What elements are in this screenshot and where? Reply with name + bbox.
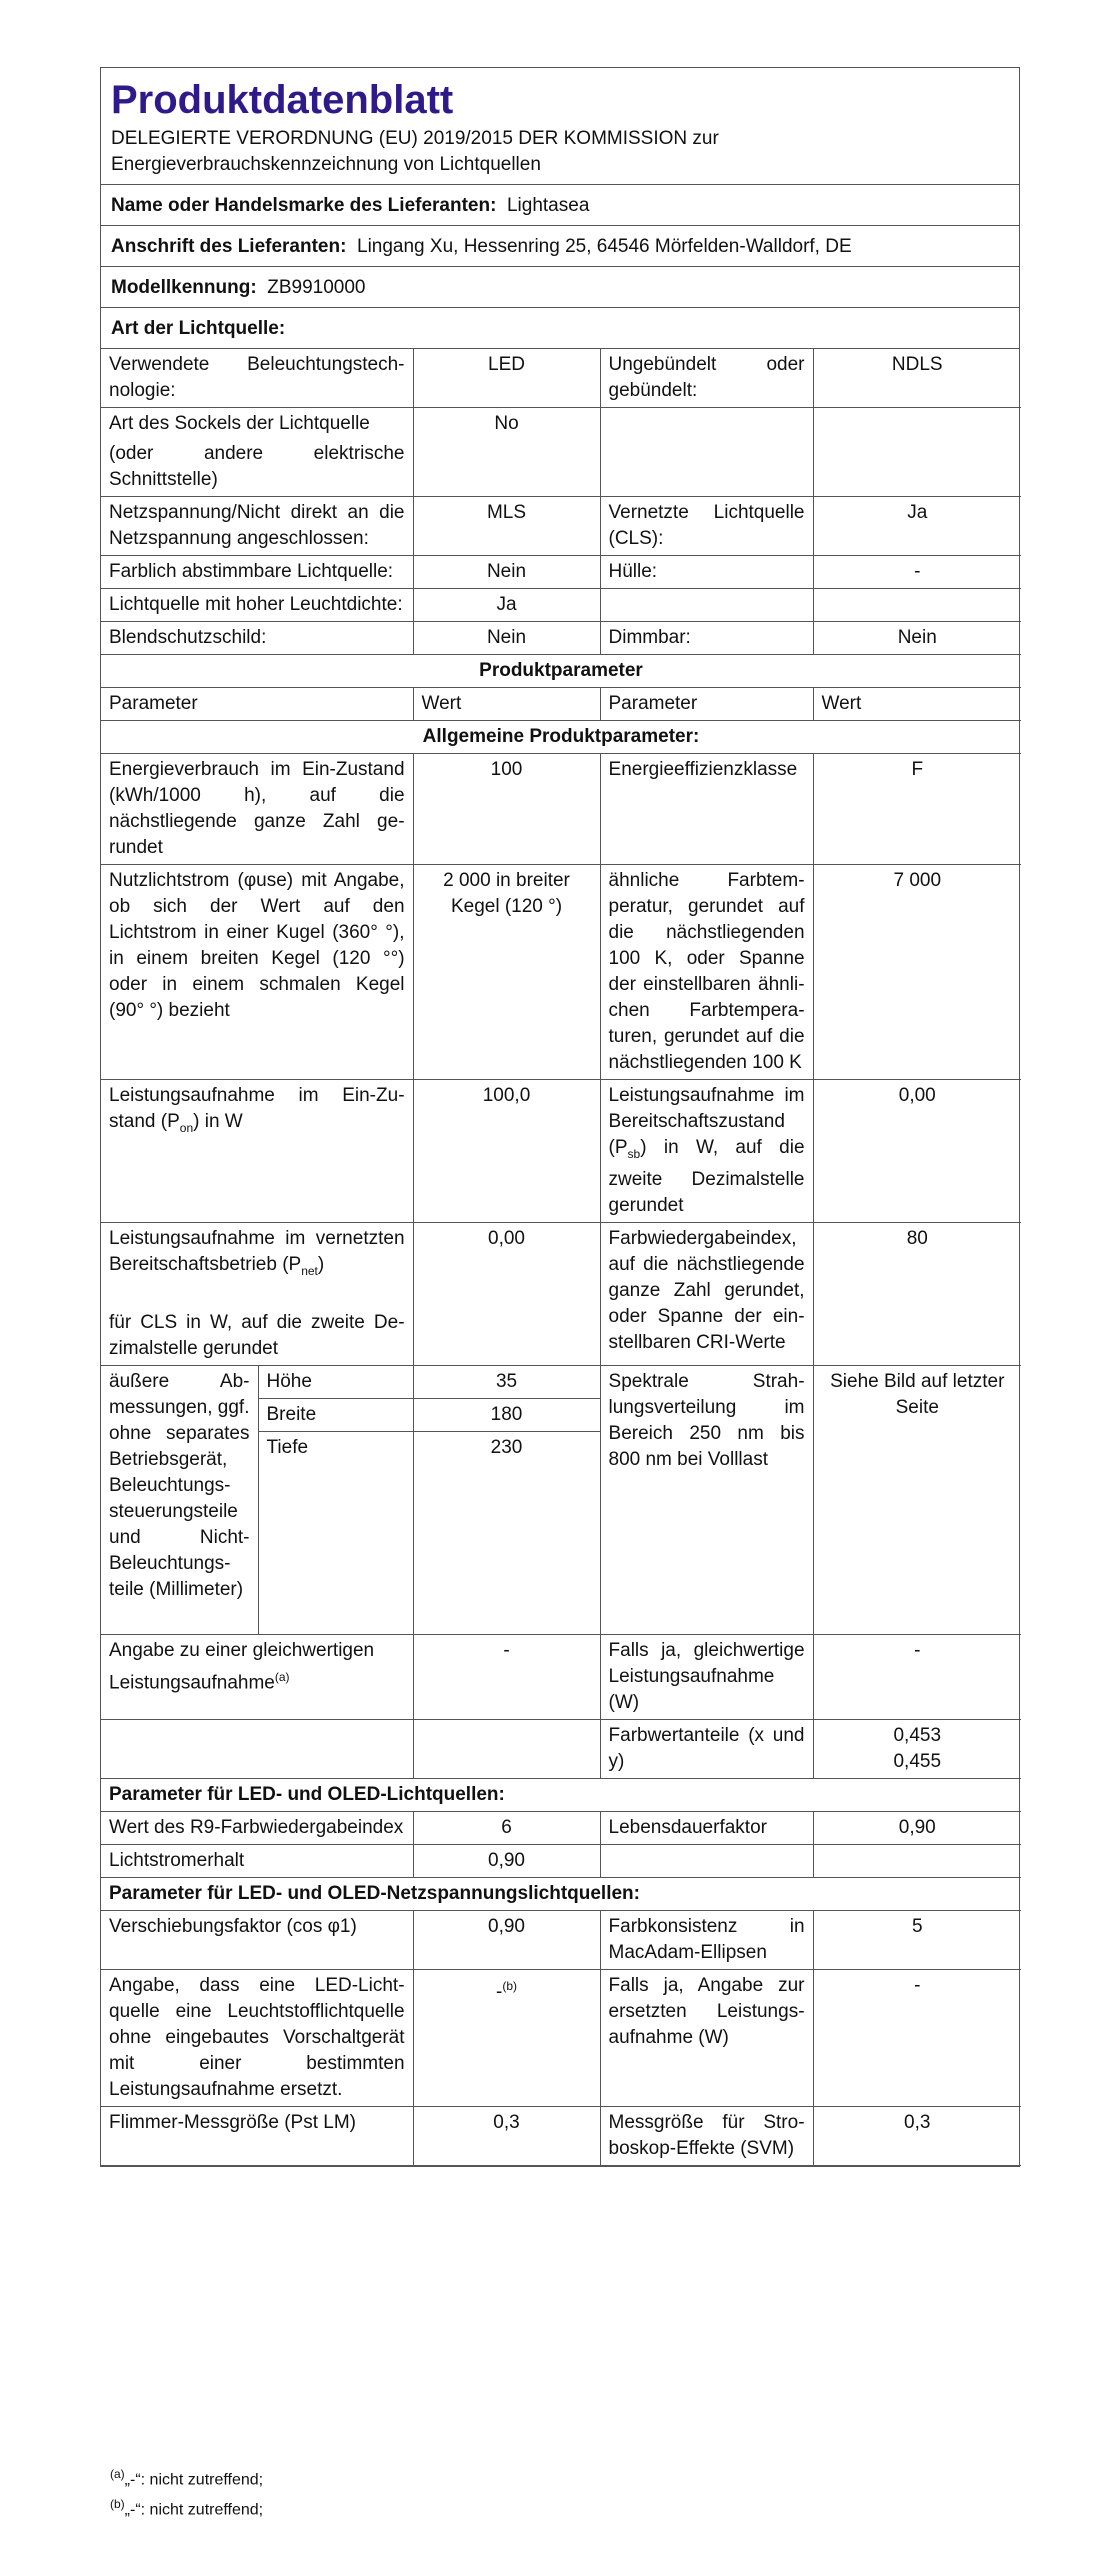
cls-value: Ja <box>813 497 1021 556</box>
on-mode-power-label: Leistungsaufnahme im Ein-Zustand $(P_{on})$ in W <box>101 1080 413 1223</box>
spectral-distribution-value: Siehe Bild auf letzter Seite <box>813 1365 1021 1634</box>
product-data-sheet <box>100 67 1020 2167</box>
envelope-label: Hülle: <box>600 556 813 589</box>
directional-label: Ungebündelt oder gebündelt: <box>600 349 813 408</box>
stroboscopic-metric-label: Messgröße für Stroboskop-Effekte (SVM) <box>600 2106 813 2165</box>
on-mode-power-value: 100,0 <box>413 1080 600 1223</box>
footnote-a: $^{(a)}$„-“: nicht zutreffend; <box>110 2467 264 2489</box>
cls-label: Vernetzte Lichtquelle (CLS): <box>600 497 813 556</box>
survival-factor-value: 0,90 <box>813 1811 1021 1844</box>
networked-standby-label: Leistungsaufnahme im vernetzten Bereitschaftsbetrieb $(P_{net})$ für CLS in W, auf die zweite Dezimalstelle gerundet <box>101 1222 413 1365</box>
envelope-value: - <box>813 556 1021 589</box>
replacement-claim-label: Angabe, dass eine LED-Lichtquelle eine Leuchtstofflichtquelle ohne eingebautes Vorschaltgerät mit einer bestimmten Leistungsaufnahme ersetzt. <box>101 1969 413 2106</box>
color-consistency-label: Farbkonsistenz in MacAdam-Ellipsen <box>600 1910 813 1969</box>
table-row <box>101 1969 1021 2106</box>
dimensions-label: äußere Abmessungen, ggf. ohne separates Betriebsgerät, Beleuchtungssteuerungsteile und Nicht-Beleuchtungsteile (Millimeter) <box>101 1365 258 1634</box>
table-row <box>101 622 1021 655</box>
standby-power-value: 0,00 <box>813 1080 1021 1223</box>
anti-glare-value: Nein <box>413 622 600 655</box>
light-source-type-table <box>101 349 1021 754</box>
supplier-label: Name oder Handelsmarke des Lieferanten: <box>111 195 497 216</box>
table-row <box>101 1222 1021 1365</box>
page-title: Produktdatenblatt <box>111 78 454 122</box>
spectral-distribution-label: Spektrale Strahlungsverteilung im Bereich 250 nm bis 800 nm bei Volllast <box>600 1365 813 1634</box>
lumen-maintenance-value: 0,90 <box>413 1844 600 1877</box>
directional-value: NDLS <box>813 349 1021 408</box>
height-value: 35 <box>413 1365 600 1398</box>
address-row <box>101 226 1019 267</box>
table-row <box>101 1910 1021 1969</box>
stroboscopic-metric-value: 0,3 <box>813 2106 1021 2165</box>
depth-label: Tiefe <box>258 1431 413 1634</box>
footnote-b: $^{(b)}$„-“: nicht zutreffend; <box>110 2497 264 2519</box>
column-header: Parameter <box>101 688 413 721</box>
general-parameters-heading: Allgemeine Produktparameter: <box>101 721 1021 754</box>
table-row <box>101 1365 1021 1398</box>
supplier-row <box>101 185 1019 226</box>
column-header: Parameter <box>600 688 813 721</box>
table-row <box>101 865 1021 1080</box>
table-row <box>101 1080 1021 1223</box>
product-parameters-heading: Produktparameter <box>101 655 1021 688</box>
dimmable-label: Dimmbar: <box>600 622 813 655</box>
equivalent-power-watt-value: - <box>813 1634 1021 1719</box>
address-value: Lingang Xu, Hessenring 25, 64546 Mörfelden-Walldorf, DE <box>357 236 852 257</box>
dimmable-value: Nein <box>813 622 1021 655</box>
supplier-value: Lightasea <box>506 195 590 216</box>
mains-label: Netzspannung/Nicht direkt an die Netzspannung angeschlossen: <box>101 497 413 556</box>
table-row <box>101 721 1021 754</box>
tunable-label: Farblich abstimmbare Lichtquelle: <box>101 556 413 589</box>
flicker-metric-value: 0,3 <box>413 2106 600 2165</box>
energy-consumption-value: 100 <box>413 754 600 865</box>
width-label: Breite <box>258 1398 413 1431</box>
cri-label: Farbwiedergabeindex, auf die nächstliegende ganze Zahl gerundet, oder Spanne der einstellbaren CRI-Werte <box>600 1222 813 1365</box>
led-parameters-heading: Parameter für LED- und OLED-Lichtquellen: <box>101 1778 1021 1811</box>
table-row <box>101 1778 1021 1811</box>
width-value: 180 <box>413 1398 600 1431</box>
equivalent-power-value: - <box>413 1634 600 1719</box>
lumen-maintenance-label: Lichtstromerhalt <box>101 1844 413 1877</box>
table-row <box>101 655 1021 688</box>
color-temperature-label: ähnliche Farbtemperatur, gerundet auf die nächstliegenden 100 K, oder Spanne der einstellbaren ähnlichen Farbtemperaturen, gerundet auf die nächstliegenden 100 K <box>600 865 813 1080</box>
model-label: Modellkennung: <box>111 277 257 298</box>
cap-value: No <box>413 408 600 497</box>
sheet-header <box>101 68 1019 185</box>
flicker-metric-label: Flimmer-Messgröße (Pst LM) <box>101 2106 413 2165</box>
table-row <box>101 1811 1021 1844</box>
networked-standby-value: 0,00 <box>413 1222 600 1365</box>
table-row <box>101 754 1021 865</box>
table-row <box>101 408 1021 497</box>
luminous-flux-value: 2 000 in breiter Kegel (120 °) <box>413 865 600 1080</box>
table-header-row <box>101 688 1021 721</box>
tunable-value: Nein <box>413 556 600 589</box>
technology-label: Verwendete Beleuchtungstechnologie: <box>101 349 413 408</box>
model-row <box>101 267 1019 308</box>
type-heading: Art der Lichtquelle: <box>101 308 1019 349</box>
r9-value: 6 <box>413 1811 600 1844</box>
table-row <box>101 349 1021 408</box>
table-row <box>101 556 1021 589</box>
high-luminance-label: Lichtquelle mit hoher Leuchtdichte: <box>101 589 413 622</box>
replaced-power-label: Falls ja, Angabe zur ersetzten Leistungsaufnahme (W) <box>600 1969 813 2106</box>
model-value: ZB9910000 <box>267 277 366 298</box>
survival-factor-label: Lebensdauerfaktor <box>600 1811 813 1844</box>
mains-value: MLS <box>413 497 600 556</box>
energy-class-label: Energieeffizienzklasse <box>600 754 813 865</box>
color-temperature-value: 7 000 <box>813 865 1021 1080</box>
chromaticity-value: 0,453 0,455 <box>813 1719 1021 1778</box>
energy-consumption-label: Energieverbrauch im Ein-Zustand (kWh/1000 h), auf die nächstliegende ganze Zahl gerundet <box>101 754 413 865</box>
product-parameter-table <box>101 754 1021 2166</box>
table-row <box>101 589 1021 622</box>
cri-value: 80 <box>813 1222 1021 1365</box>
table-row <box>101 1877 1021 1910</box>
table-row <box>101 1844 1021 1877</box>
chromaticity-label: Farbwertanteile (x und y) <box>600 1719 813 1778</box>
table-row <box>101 497 1021 556</box>
column-header: Wert <box>413 688 600 721</box>
table-row <box>101 1634 1021 1719</box>
depth-value: 230 <box>413 1431 600 1634</box>
high-luminance-value: Ja <box>413 589 600 622</box>
replaced-power-value: - <box>813 1969 1021 2106</box>
address-label: Anschrift des Lieferanten: <box>111 236 347 257</box>
height-label: Höhe <box>258 1365 413 1398</box>
mains-led-parameters-heading: Parameter für LED- und OLED-Netzspannungslichtquellen: <box>101 1877 1021 1910</box>
table-row <box>101 2106 1021 2165</box>
technology-value: LED <box>413 349 600 408</box>
equivalent-power-watt-label: Falls ja, gleichwertige Leistungsaufnahme (W) <box>600 1634 813 1719</box>
anti-glare-label: Blendschutzschild: <box>101 622 413 655</box>
energy-class-value: F <box>813 754 1021 865</box>
table-row <box>101 1719 1021 1778</box>
r9-label: Wert des R9-Farbwiedergabeindex <box>101 1811 413 1844</box>
replacement-claim-value: -$^{(b)}$ <box>413 1969 600 2106</box>
color-consistency-value: 5 <box>813 1910 1021 1969</box>
displacement-factor-label: Verschiebungsfaktor (cos φ1) <box>101 1910 413 1969</box>
equivalent-power-label: Angabe zu einer gleichwertigen Leistungsaufnahme$^{(a)}$ <box>101 1634 413 1719</box>
column-header: Wert <box>813 688 1021 721</box>
standby-power-label: Leistungsaufnahme im Bereitschaftszustand $(P_{sb})$ in W, auf die zweite Dezimalstelle gerundet <box>600 1080 813 1223</box>
regulation-subtitle: DELEGIERTE VERORDNUNG (EU) 2019/2015 DER KOMMISSION zur Energieverbrauchskennzeichnung von Lichtquellen <box>111 128 719 175</box>
displacement-factor-value: 0,90 <box>413 1910 600 1969</box>
cap-label-cell: Art des Sockels der Lichtquelle (oder andere elektrische Schnittstelle) <box>101 408 413 497</box>
luminous-flux-label: Nutzlichtstrom (φuse) mit Angabe, ob sich der Wert auf den Lichtstrom in einer Kugel (360° °), in einem breiten Kegel (120 °°) oder in einem schmalen Kegel (90° °) bezieht <box>101 865 413 1080</box>
